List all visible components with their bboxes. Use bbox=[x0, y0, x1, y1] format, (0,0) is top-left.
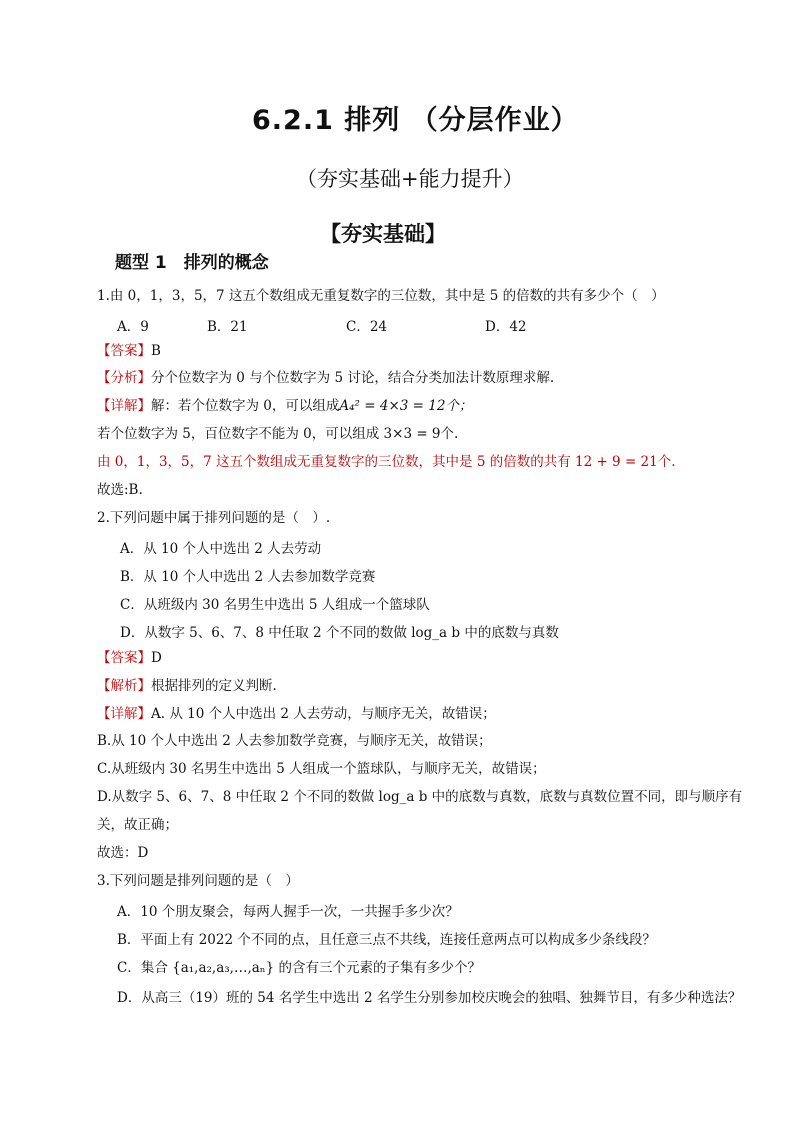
detail-label: 【详解】 bbox=[97, 398, 151, 414]
analysis-label: 【解析】 bbox=[97, 678, 151, 694]
q2-stem: 2.下列问题中属于排列问题的是（ ）. bbox=[97, 510, 331, 526]
q2-analysis bbox=[97, 677, 277, 695]
q1-detail-c: 由 0，1，3，5，7 这五个数组成无重复数字的三位数，其中是 5 的倍数的共有 12 + 9 = 21个. bbox=[97, 454, 676, 470]
answer-label: 【答案】 bbox=[97, 650, 151, 666]
q2-detail-d2: 关，故正确； bbox=[97, 817, 178, 833]
q1-option-c: C．24 bbox=[346, 319, 388, 335]
q2-analysis-text: 根据排列的定义判断. bbox=[151, 678, 277, 694]
q1-option-b: B．21 bbox=[207, 319, 248, 335]
q1-option-d: D．42 bbox=[485, 319, 527, 335]
q1-detail-a-formula: A₄² = 4×3 = 12个； bbox=[339, 398, 473, 414]
analysis-label: 【分析】 bbox=[97, 370, 151, 386]
q2-option-b: B．从 10 个人中选出 2 人去参加数学竞赛 bbox=[120, 569, 376, 585]
q2-conclusion: 故选：D bbox=[97, 845, 149, 861]
q3-option-b: B．平面上有 2022 个不同的点，且任意三点不共线，连接任意两点可以构成多少条线段？ bbox=[117, 932, 656, 948]
detail-label: 【详解】 bbox=[97, 706, 151, 722]
q1-detail-b: 若个位数字为 5，百位数字不能为 0，可以组成 3×3 = 9个. bbox=[97, 426, 459, 442]
q2-detail-d1: D.从数字 5、6、7、8 中任取 2 个不同的数做 log_a b 中的底数与真数，底数与真数位置不同，即与顺序有 bbox=[97, 789, 743, 805]
q3-stem: 3.下列问题是排列问题的是（ ） bbox=[97, 873, 299, 889]
q1-answer-value: B bbox=[151, 343, 161, 359]
q1-conclusion: 故选:B. bbox=[97, 482, 143, 498]
q2-detail-a bbox=[97, 705, 496, 723]
q2-option-a: A．从 10 个人中选出 2 人去劳动 bbox=[120, 541, 322, 557]
type-heading: 题型 1 排列的概念 bbox=[115, 253, 269, 273]
q1-stem: 1.由 0，1，3，5，7 这五个数组成无重复数字的三位数，其中是 5 的倍数的共有多少个（ ） bbox=[97, 288, 665, 304]
page-subtitle: （夯实基础+能力提升） bbox=[296, 167, 524, 191]
q1-detail-a bbox=[97, 397, 472, 415]
q1-analysis-text: 分个位数字为 0 与个位数字为 5 讨论，结合分类加法计数原理求解. bbox=[151, 370, 555, 386]
q2-answer bbox=[97, 649, 162, 667]
q2-option-c: C．从班级内 30 名男生中选出 5 人组成一个篮球队 bbox=[120, 597, 430, 613]
q2-detail-a-text: A. 从 10 个人中选出 2 人去劳动，与顺序无关，故错误； bbox=[151, 706, 496, 722]
q3-option-c: C．集合 {a₁,a₂,a₃,…,aₙ} 的含有三个元素的子集有多少个？ bbox=[117, 960, 482, 976]
page-title: 6.2.1 排列 （分层作业） bbox=[252, 105, 579, 136]
q1-answer bbox=[97, 342, 161, 360]
q1-analysis bbox=[97, 369, 554, 387]
q2-detail-b: B.从 10 个人中选出 2 人去参加数学竞赛，与顺序无关，故错误； bbox=[97, 733, 492, 749]
q1-detail-a-text: 解：若个位数字为 0，可以组成 bbox=[151, 398, 340, 414]
q3-option-a: A．10 个朋友聚会，每两人握手一次，一共握手多少次？ bbox=[117, 904, 459, 920]
q2-detail-c: C.从班级内 30 名男生中选出 5 人组成一个篮球队，与顺序无关，故错误； bbox=[97, 761, 546, 777]
answer-label: 【答案】 bbox=[97, 343, 151, 359]
q2-answer-value: D bbox=[151, 650, 162, 666]
q2-option-d: D．从数字 5、6、7、8 中任取 2 个不同的数做 log_a b 中的底数与真数 bbox=[120, 625, 559, 641]
section-heading: 【夯实基础】 bbox=[320, 222, 446, 246]
q1-option-a: A．9 bbox=[117, 319, 149, 335]
q3-option-d: D．从高三（19）班的 54 名学生中选出 2 名学生分别参加校庆晚会的独唱、独舞节目，有多少种选法？ bbox=[117, 990, 742, 1006]
